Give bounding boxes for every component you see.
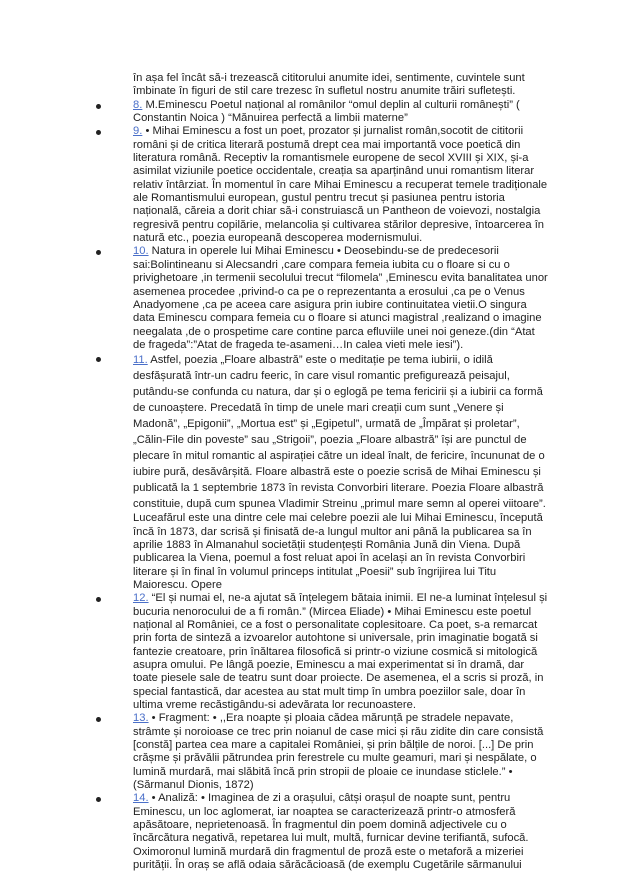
bullet-icon	[96, 130, 101, 135]
item-number-link[interactable]: 12.	[133, 592, 149, 605]
list-item	[96, 352, 548, 592]
bullet-icon	[96, 250, 101, 255]
item-paragraph: Luceafărul este una dintre cele mai celebre poezii ale lui Mihai Eminescu, începută încă în 1873, dar scrisă și finisată de-a lungul multor ani până la publicarea sa în aprilie 1883 în Almanahul societății studențești România Jună din Viena. După publicarea la Viena, poemul a fost reluat apoi în același an în revista Convorbiri literare și în final în volumul princeps intitulat „Poesii” sub îngrijirea lui Titu Maiorescu. Opere	[133, 512, 543, 591]
bullet-icon	[96, 597, 101, 602]
bullet-icon	[96, 357, 101, 362]
item-number-link[interactable]: 8.	[133, 98, 143, 111]
bullet-icon	[96, 104, 101, 109]
item-text: • Mihai Eminescu a fost un poet, prozator și jurnalist român,socotit de cititorii români și de critica literară postumă drept cea mai importantă voce poetică din literatura română. Receptiv la romantismele europene de secol XVIII și XIX, și-a asimilat viziunile poetice occidentale, creația sa aparținând unui romantism literar relativ întârziat. În momentul în care Mihai Eminescu a recuperat temele tradiționale ale Romantismului european, gustul pentru trecut și pasiunea pentru istoria națională, căreia a dorit chiar să-i construiască un Pantheon de voievozi, nostalgia regresivă pentru copilărie, melancolia și cultivarea stărilor depresive, întoarcerea în natură etc., poezia europeană descoperea modernismului.	[133, 125, 548, 245]
list-item	[96, 792, 548, 872]
item-text: M.Eminescu Poetul național al românilor “omul deplin al culturii românești” ( Constantin Noica ) “Mănuirea perfectă a limbii materne”	[133, 98, 520, 125]
item-text: Natura in operele lui Mihai Eminescu • Deosebindu-se de predecesorii sai:Bolintineanu si Alecsandri ,care compara femeia iubita cu o floare si cu o privighetoare ,in termenii secolului trecut “filomela” ,Eminescu evita banalitatea unor asemenea procedee ,privind-o ca pe o reprezentanta a erosului ,ca pe o Venus Anadyomene ,ca pe aceea care asigura prin iubire continuitatea vietii.O singura data Eminescu compara femeia cu o floare si atunci magistral ,realizand o imagine neegalata ,de o prospetime care contine parca efluviile unei noi geneze.(din “Atat de frageda”:”Atat de frageda te-asameni…In calea vieti mele iesi”).	[133, 245, 548, 351]
list-item	[96, 99, 548, 126]
list-item	[96, 245, 548, 352]
item-number-link[interactable]: 14.	[133, 792, 149, 805]
item-body	[133, 354, 546, 510]
bullet-icon	[96, 797, 101, 802]
document-content	[96, 72, 548, 873]
intro-text: în așa fel încât să-i trezească cititorului anumite idei, sentimente, cuvintele sunt îmbinate în figuri de stil care trezesc în sufletul nostru anumite trăiri sufletești.	[133, 72, 525, 98]
item-number-link[interactable]: 11.	[133, 354, 148, 367]
item-text: “El și numai el, ne-a ajutat să înțelegem bătaia inimii. El ne-a luminat înțelesul și bucuria nenorocului de a fi român.” (Mircea Eliade) • Mihai Eminescu este poetul național al României, ce a fost o personalitate coplesitoare. Ca poet, s-a remarcat prin forta de sinteză a izvoarelor autohtone si universale, prin imaginatie bogată si fantezie creatoare, prin înăltarea filosofică si printr-o viziune cosmică si mitologică asupra omului. Pe lângă poezie, Eminescu a mai experimentat si în dramă, dar toate piesele sale de teatru sunt doar proiecte. De asemenea, el a scris si proză, in special fantastică, dar acestea au stat mult timp în umbra poeziilor sale, doar în ultima vreme recăstigându-si adevărata lor recunoastere.	[133, 592, 548, 712]
list-item	[96, 712, 548, 792]
list-item	[96, 125, 548, 245]
item-text: Astfel, poezia „Floare albastră” este o meditație pe tema iubirii, o idilă desfășurată într-un cadru feeric, în care visul romantic prefigurează peisajul, putându-se confunda cu natura, dar și o eglogă pe tema fericirii și a iubirii ca formă de cunoaștere. Precedată în timp de unele mari creații cum sunt „Venere și Madonă”, „Epigonii”, „Mortua est” și „Egipetul”, urmată de „Împărat și proletar”, „Călin-File din poveste” sau „Strigoii”, poezia „Floare albastră” își are punctul de plecare în mitul romantic al aspirației către un ideal înalt, de fericire, încununat de o iubire pură, desăvârșită. Floare albastră este o poezie scrisă de Mihai Eminescu și publicată la 1 septembrie 1873 în revista Convorbiri literare. Poezia Floare albastră constituie, după cum spunea Vladimir Streinu „primul mare semn al operei viitoare”.	[133, 354, 546, 511]
item-text: • Analiză: • Imaginea de zi a orașului, câtși orașul de noapte sunt, pentru Eminescu, un loc aglomerat, iar noaptea se caracterizează printr-o atmosferă apăsătoare, neprietenoasă. În fragmentul din poem domină adjectivele cu o încărcătura negativă, repetarea lui mult, multă, furnicar devine terifiantă, sufocă. Oximoronul lumină murdară din fragmentul de proză este o metaforă a mizeriei purității. În oraș se află odaia sărăcăcioasă (de exemplu Cugetările sărmanului	[133, 792, 529, 872]
list-item	[96, 592, 548, 712]
bullet-icon	[96, 717, 101, 722]
item-number-link[interactable]: 9.	[133, 125, 143, 138]
item-number-link[interactable]: 13.	[133, 712, 149, 725]
item-number-link[interactable]: 10.	[133, 245, 149, 258]
numbered-list	[96, 99, 548, 873]
item-text: • Fragment: • ,,Era noapte și ploaia cădea mărunță pe stradele nepavate, strâmte și noroioase ce trec prin noianul de case mici și rău zidite din care consistă [constă] partea cea mare a capitalei României, și prin bălțile de noroi. [...] De prin crășme și prăvălii pătrundea prin ferestrele cu multe geamuri, mari și nespălate, o lumină murdară, mai slăbită încă prin stropii de ploaie ce inundase sticlele.” • (Sărmanul Dionis, 1872)	[133, 712, 544, 792]
